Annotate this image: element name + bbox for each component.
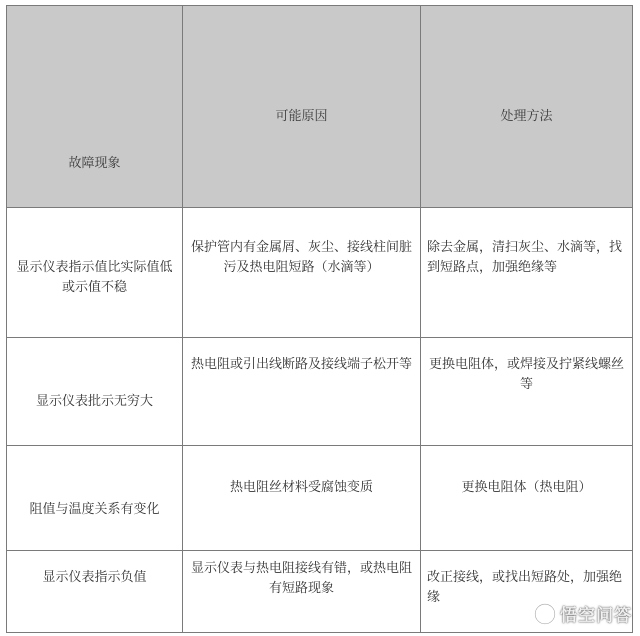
header-symptom: 故障现象 [7,6,183,208]
table-row [7,338,633,446]
fix-cell: 更换电阻体，或焊接及拧紧线螺丝等 [421,338,633,446]
cause-cell: 显示仪表与热电阻接线有错，或热电阻有短路现象 [183,551,421,633]
wukong-logo-icon [534,603,556,625]
fault-table [6,5,633,633]
fix-cell: 改正接线，或找出短路处，加强绝缘 [421,551,633,633]
symptom-cell: 显示仪表批示无穷大 [7,338,183,446]
symptom-cell: 阻值与温度关系有变化 [7,446,183,551]
cause-cell: 热电阻丝材料受腐蚀变质 [183,446,421,551]
table-header-row [7,6,633,208]
table-row [7,446,633,551]
fix-cell: 除去金属，清扫灰尘、水滴等，找到短路点，加强绝缘等 [421,208,633,338]
watermark [534,601,632,626]
cause-cell: 保护管内有金属屑、灰尘、接线柱间脏污及热电阻短路（水滴等） [183,208,421,338]
watermark-text: 悟空问答 [560,606,632,626]
symptom-cell: 显示仪表指示值比实际值低或示值不稳 [7,208,183,338]
fix-cell: 更换电阻体（热电阻） [421,446,633,551]
header-fix: 处理方法 [421,6,633,208]
symptom-cell: 显示仪表指示负值 [7,551,183,633]
header-cause: 可能原因 [183,6,421,208]
cause-cell: 热电阻或引出线断路及接线端子松开等 [183,338,421,446]
table-row [7,208,633,338]
